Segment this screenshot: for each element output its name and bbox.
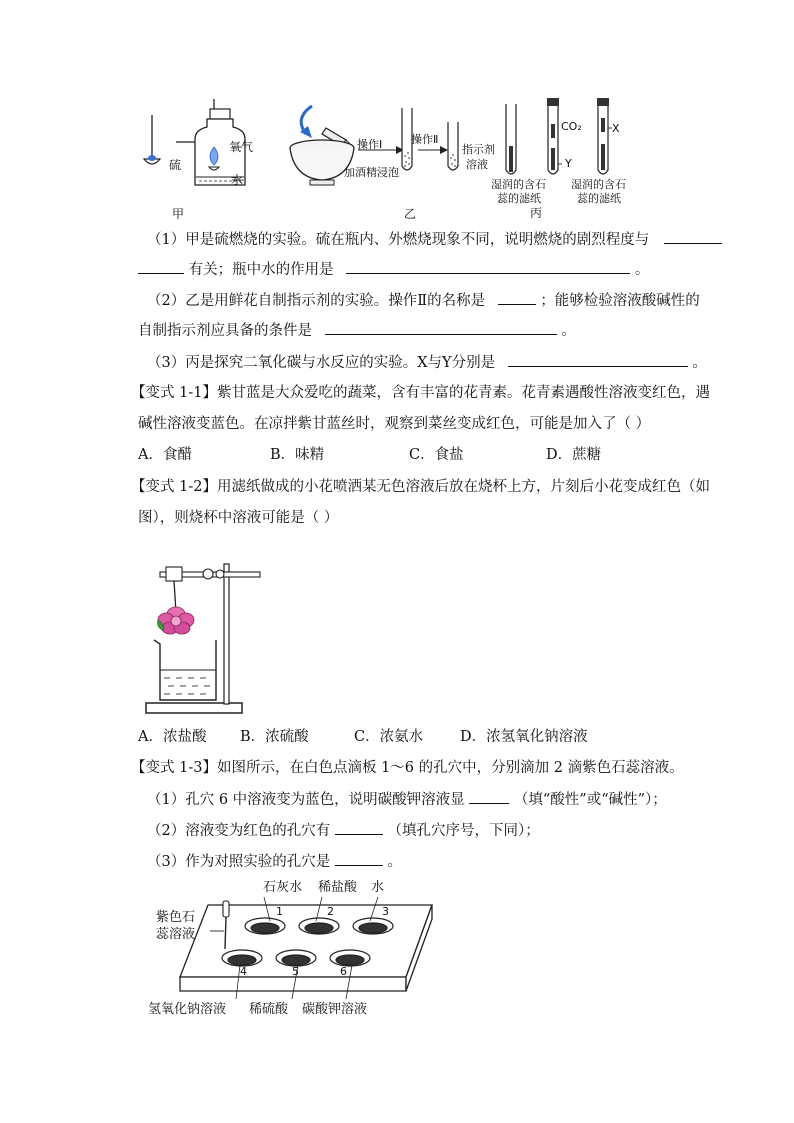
well-label-naoh: 氢氧化钠溶液 bbox=[148, 1002, 227, 1017]
v13-line4-text-a: （3）作为对照实验的孔穴是 bbox=[147, 854, 331, 870]
q1-part2-line1 bbox=[147, 290, 700, 311]
v11-option-d[interactable]: D．蔗糖 bbox=[546, 447, 602, 463]
yi-label: 乙 bbox=[404, 207, 417, 221]
q1-blank-4[interactable] bbox=[325, 320, 557, 335]
well-label-dilute-h2so4: 稀硫酸 bbox=[249, 1002, 289, 1017]
q1-blank-3[interactable] bbox=[498, 290, 536, 305]
q1-part2-text-a: （2）乙是用鲜花自制指示剂的实验。操作Ⅱ的名称是 bbox=[147, 293, 486, 309]
well-number-2: 2 bbox=[327, 905, 334, 918]
q1-blank-2[interactable] bbox=[346, 259, 630, 274]
q1-part2-text-b: ；能够检验溶液酸碱性的 bbox=[540, 293, 700, 309]
v12-option-a[interactable]: A．浓盐酸 bbox=[138, 729, 207, 745]
v13-line2-text-a: （1）孔穴 6 中溶液变为蓝色，说明碳酸钾溶液显 bbox=[147, 792, 465, 808]
q1-part2-line2 bbox=[138, 320, 576, 341]
v13-line3-text-b: （填孔穴序号，下同）； bbox=[387, 823, 540, 839]
v13-blank-2[interactable] bbox=[335, 820, 383, 835]
v11-line1: 【变式 1-1】紫甘蓝是大众爱吃的蔬菜，含有丰富的花青素。花青素遇酸性溶液变红色，遇 bbox=[131, 385, 710, 401]
q1-part1-text-b: 有关；瓶中水的作用是 bbox=[188, 262, 334, 278]
q1-part2-text-c: 自制指示剂应具备的条件是 bbox=[138, 323, 312, 339]
q1-part3-end: 。 bbox=[692, 355, 707, 371]
bing-paper-left-2: 蕊的滤纸 bbox=[497, 192, 541, 205]
q1-blank-1-cont[interactable] bbox=[138, 259, 184, 274]
v12-option-c[interactable]: C．浓氨水 bbox=[354, 729, 424, 745]
q1-part2-end: 。 bbox=[561, 323, 576, 339]
q1-part3-text-a: （3）丙是探究二氧化碳与水反应的实验。X与Y分别是 bbox=[147, 355, 496, 371]
spot-plate-drawing bbox=[170, 895, 440, 995]
v13-line3 bbox=[147, 820, 540, 841]
well-number-4: 4 bbox=[240, 965, 247, 978]
yi-op1-label: 操作Ⅰ bbox=[357, 138, 383, 151]
bing-x-label: X bbox=[612, 122, 620, 135]
jia-water-label: 水 bbox=[231, 173, 244, 187]
jia-label: 甲 bbox=[172, 207, 185, 221]
v11-option-c[interactable]: C．食盐 bbox=[409, 447, 464, 463]
well-number-5: 5 bbox=[292, 965, 299, 978]
jia-sulfur-label: 硫 bbox=[169, 158, 182, 172]
well-number-6: 6 bbox=[340, 965, 347, 978]
bing-label: 丙 bbox=[530, 206, 543, 220]
q1-part1-line2 bbox=[138, 259, 649, 280]
bing-y-label: Y bbox=[565, 157, 572, 170]
q1-part1-line1 bbox=[147, 229, 722, 250]
bing-paper-left-1: 湿润的含石 bbox=[491, 178, 546, 191]
v13-line1: 【变式 1-3】如图所示，在白色点滴板 1～6 的孔穴中，分别滴加 2 滴紫色石蕊溶液。 bbox=[131, 760, 684, 776]
v12-option-d[interactable]: D．浓氢氧化钠溶液 bbox=[460, 729, 588, 745]
v11-option-a[interactable]: A．食醋 bbox=[138, 447, 192, 463]
bing-paper-right-2: 蕊的滤纸 bbox=[577, 192, 621, 205]
q1-blank-1[interactable] bbox=[664, 229, 722, 244]
yi-alcohol-label: 加酒精浸泡 bbox=[344, 166, 399, 179]
yi-op2-label: 操作Ⅱ bbox=[411, 133, 439, 146]
v11-option-b[interactable]: B．味精 bbox=[270, 447, 325, 463]
well-label-water: 水 bbox=[371, 880, 385, 895]
v11-line2: 碱性溶液变蓝色。在凉拌紫甘蓝丝时，观察到菜丝变成红色，可能是加入了（ ） bbox=[138, 416, 651, 432]
bing-apparatus-drawing bbox=[500, 96, 630, 186]
bing-co2-label: CO₂ bbox=[561, 120, 582, 133]
well-label-dilute-hcl: 稀盐酸 bbox=[318, 880, 358, 895]
v13-line3-text-a: （2）溶液变为红色的孔穴有 bbox=[147, 823, 331, 839]
litmus-label-2: 蕊溶液 bbox=[156, 927, 196, 942]
v13-line4-end: 。 bbox=[387, 854, 402, 870]
well-label-limewater: 石灰水 bbox=[263, 880, 303, 895]
v12-line2: 图），则烧杯中溶液可能是（ ） bbox=[138, 510, 339, 526]
q1-blank-5[interactable] bbox=[508, 352, 688, 367]
well-label-k2co3: 碳酸钾溶液 bbox=[302, 1002, 368, 1017]
flower-beaker-figure bbox=[140, 560, 255, 720]
q1-part3-line bbox=[147, 352, 707, 373]
v13-line4 bbox=[147, 851, 402, 872]
v13-blank-1[interactable] bbox=[469, 789, 509, 804]
well-number-1: 1 bbox=[276, 905, 283, 918]
well-number-3: 3 bbox=[382, 905, 389, 918]
yi-indicator-label-2: 溶液 bbox=[466, 158, 488, 171]
q1-part1-text-a: （1）甲是硫燃烧的实验。硫在瓶内、外燃烧现象不同，说明燃烧的剧烈程度与 bbox=[147, 232, 650, 248]
v13-blank-3[interactable] bbox=[335, 851, 383, 866]
v12-option-b[interactable]: B．浓硫酸 bbox=[240, 729, 309, 745]
bing-paper-right-1: 湿润的含石 bbox=[571, 178, 626, 191]
v12-line1: 【变式 1-2】用滤纸做成的小花喷洒某无色溶液后放在烧杯上方，片刻后小花变成红色（如 bbox=[131, 479, 710, 495]
yi-indicator-label-1: 指示剂 bbox=[462, 143, 495, 156]
litmus-label-1: 紫色石 bbox=[156, 910, 196, 925]
v13-line2-text-b: （填“酸性”或“碱性”）； bbox=[513, 792, 667, 808]
q1-part1-end: 。 bbox=[634, 262, 650, 278]
yi-apparatus-drawing bbox=[288, 100, 478, 205]
jia-oxygen-label: 氧气 bbox=[229, 140, 254, 154]
v13-line2 bbox=[147, 789, 667, 810]
